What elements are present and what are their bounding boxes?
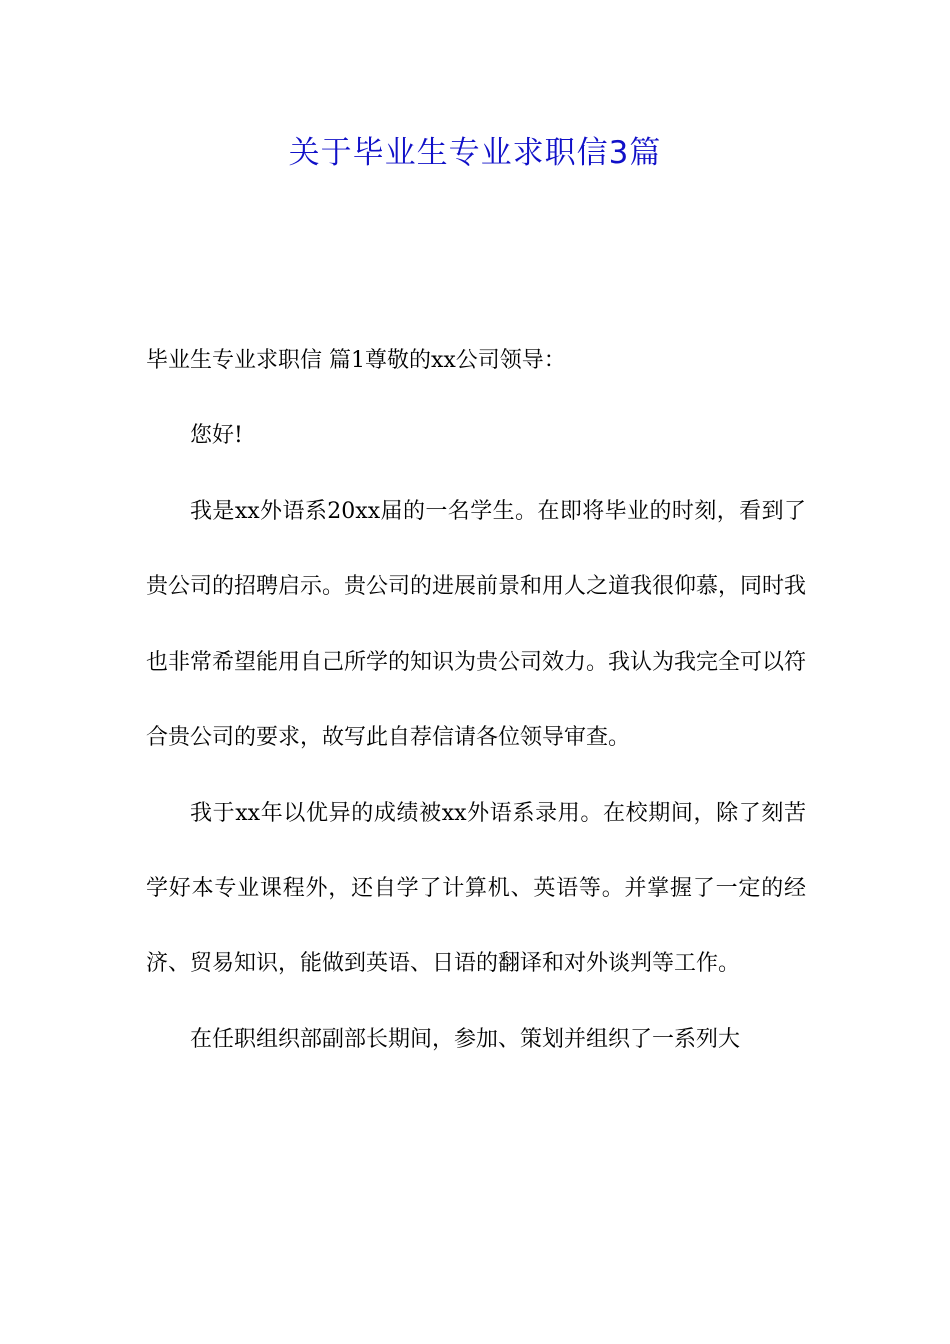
document-title: 关于毕业生专业求职信3篇	[288, 135, 662, 171]
paragraph-education: 我于xx年以优异的成绩被xx外语系录用。在校期间，除了刻苦学好本专业课程外，还自学了计算机、英语等。并掌握了一定的经济、贸易知识，能做到英语、日语的翻译和对外谈判等工作。	[146, 800, 806, 977]
paragraph-heading-line: 毕业生专业求职信 篇1尊敬的xx公司领导：	[146, 348, 566, 373]
document-body	[146, 342, 806, 1077]
paragraph-introduction: 我是xx外语系20xx届的一名学生。在即将毕业的时刻，看到了贵公司的招聘启示。贵公司的进展前景和用人之道我很仰慕，同时我也非常希望能用自己所学的知识为贵公司效力。我认为我完全可以符合贵公司的要求，故写此自荐信请各位领导审查。	[146, 498, 807, 751]
paragraph-experience: 在任职组织部副部长期间，参加、策划并组织了一系列大	[190, 1026, 741, 1052]
paragraph-greeting: 您好!	[190, 423, 243, 449]
